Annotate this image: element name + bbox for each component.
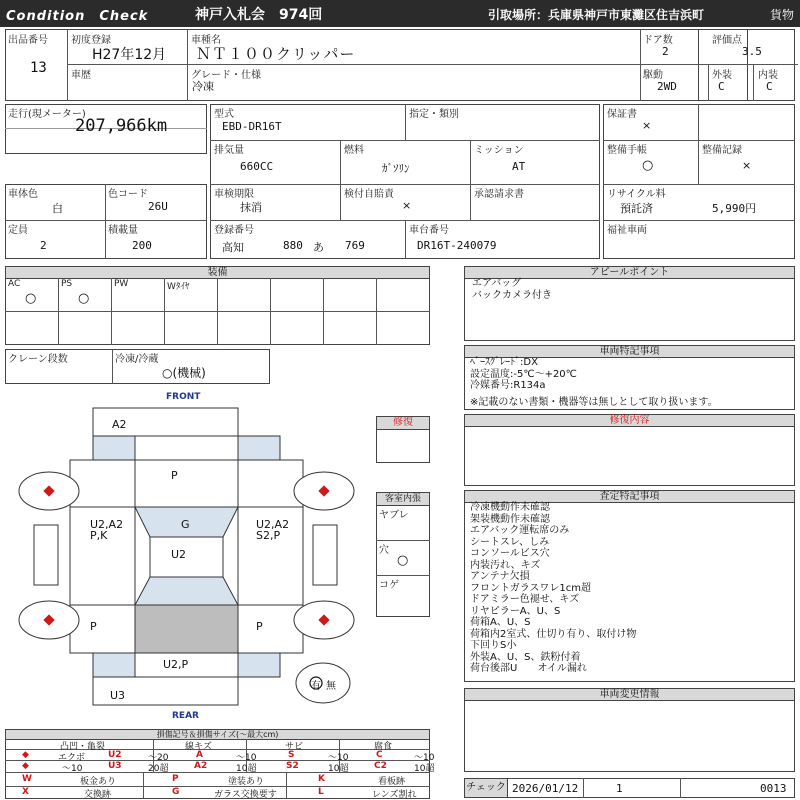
legend-r1-symbol: ◆ bbox=[22, 750, 29, 760]
inspection-value: 抹消 bbox=[240, 201, 262, 214]
diagram-right-rear: P bbox=[256, 620, 263, 633]
recycle-status: 預託済 bbox=[620, 202, 653, 215]
legend-r3-p: P bbox=[172, 774, 179, 784]
capacity-value: 2 bbox=[40, 239, 47, 252]
model-label: 車種名 bbox=[191, 35, 221, 46]
vehicle-category: 貨物 bbox=[769, 8, 794, 22]
legend-r4-l: L bbox=[318, 787, 324, 797]
exterior-value: C bbox=[718, 80, 725, 93]
vehicle-notes-header: 車両特記事項 bbox=[464, 345, 795, 358]
inspection-notes-text: 冷凍機動作未確認 架装機動作未確認 エアバック運転席のみ シートスレ、しみ コンソールビス穴 内装汚れ、キズ アンテナ欠損 フロントガラスワレ1cm超 ドアミラー色褪せ、キズ リヤピラーA、U、S 荷箱A、U、S 荷箱内2室式、仕切り有り、取付け物 下回りS小 外装A、U、S、鉄粉付着 荷台後部U オイル漏れ bbox=[470, 502, 637, 674]
legend-cat-dent: 凸凹・亀裂 bbox=[60, 742, 106, 752]
color-code-label: 色コード bbox=[108, 189, 148, 200]
legend-cat-corrosion: 腐食 bbox=[374, 742, 393, 752]
report-title: Condition Check bbox=[6, 9, 149, 24]
fuel-value: ｶﾞｿﾘﾝ bbox=[382, 162, 410, 175]
fuel-label: 燃料 bbox=[344, 145, 364, 156]
load-value: 200 bbox=[132, 239, 152, 252]
inspection-notes-header: 査定特記事項 bbox=[464, 490, 795, 503]
vehicle-notes-text: ﾍﾞｰｽｸﾞﾚｰﾄﾞ:DX 設定温度:-5℃～+20℃ 冷媒番号:R134a bbox=[470, 357, 577, 391]
change-info-panel bbox=[464, 700, 795, 772]
legend-r1-dent-small: エクボ bbox=[58, 753, 86, 763]
plate-number: 769 bbox=[345, 239, 365, 252]
cabin-hole-mark: ○ bbox=[397, 553, 409, 568]
legend-cat-rust: サビ bbox=[285, 742, 304, 752]
auction-name: 神戸入札会 974回 bbox=[195, 7, 323, 23]
repair-box-label: 修復 bbox=[376, 416, 430, 430]
front-label: FRONT bbox=[166, 392, 201, 402]
diagram-roof: G bbox=[181, 518, 190, 531]
records-label: 整備記録 bbox=[702, 145, 742, 156]
legend-r2-u3-size: 20超 bbox=[148, 764, 169, 774]
pickup-location: 引取場所：兵庫県神戸市東灘区住吉浜町 bbox=[488, 8, 705, 22]
displacement-value: 660CC bbox=[240, 160, 274, 173]
warranty-value: × bbox=[642, 119, 652, 132]
appeal-header: アピールポイント bbox=[464, 266, 795, 279]
cabin-header: 客室内張 bbox=[376, 492, 430, 506]
load-label: 積載量 bbox=[108, 225, 138, 236]
equip-ps-label: PS bbox=[61, 279, 73, 289]
interior-label: 内装 bbox=[758, 70, 778, 81]
legend-r1-c-size: ～10 bbox=[414, 753, 435, 763]
legend-r3-k-desc: 看板跡 bbox=[378, 777, 406, 787]
insurance-value: × bbox=[402, 199, 412, 212]
equip-ac-label: AC bbox=[8, 279, 21, 289]
diagram-bumper: U3 bbox=[110, 689, 126, 702]
diagram-bed: U2,P bbox=[163, 658, 189, 671]
spare-tire-none: 無 bbox=[326, 681, 336, 692]
legend-r4-x-desc: 交換跡 bbox=[84, 790, 112, 800]
body-color-label: 車体色 bbox=[8, 189, 38, 200]
mission-value: AT bbox=[512, 160, 526, 173]
legend-r3-p-desc: 塗装あり bbox=[228, 777, 265, 787]
mileage-label: 走行(現メーター) bbox=[8, 109, 86, 120]
plate-kana: あ bbox=[313, 241, 324, 254]
legend-r2-size: ～10 bbox=[62, 764, 83, 774]
rear-label: REAR bbox=[172, 711, 199, 721]
capacity-label: 定員 bbox=[8, 225, 28, 236]
legend-r4-g: G bbox=[172, 787, 180, 797]
legend-r2-s2: S2 bbox=[286, 761, 299, 771]
grade-label: グレード・仕様 bbox=[191, 70, 261, 81]
legend-cat-scratch: 線キズ bbox=[185, 742, 212, 752]
crane-label: クレーン段数 bbox=[8, 354, 68, 365]
legend-r3-w-desc: 板金あり bbox=[80, 777, 117, 787]
top-info-block bbox=[5, 29, 748, 101]
cabin-burn: コゲ bbox=[379, 580, 399, 591]
legend-r2-a2: A2 bbox=[194, 761, 208, 771]
displacement-label: 排気量 bbox=[214, 145, 244, 156]
diagram-right-door: U2,A2 S2,P bbox=[256, 518, 290, 542]
lot-value: 13 bbox=[30, 60, 47, 76]
lot-label: 出品番号 bbox=[8, 35, 48, 46]
freezer-label: 冷凍/冷蔵 bbox=[115, 354, 159, 365]
inspection-label: 車検期限 bbox=[214, 189, 254, 200]
type-label: 型式 bbox=[214, 109, 234, 120]
recycle-amount: 5,990円 bbox=[712, 202, 757, 215]
legend-r4-l-desc: レンズ割れ bbox=[372, 790, 417, 800]
welfare-label: 福祉車両 bbox=[607, 225, 647, 236]
model-value: ＮＴ１００クリッパー bbox=[196, 45, 356, 63]
color-code-value: 26U bbox=[148, 200, 168, 213]
legend-r2-s2-size: 10超 bbox=[328, 764, 349, 774]
drive-value: 2WD bbox=[657, 80, 677, 93]
legend-r1-s: S bbox=[288, 750, 295, 760]
doors-label: ドア数 bbox=[643, 35, 673, 46]
chassis-value: DR16T-240079 bbox=[417, 239, 497, 252]
legend-r3-k: K bbox=[318, 774, 325, 784]
legend-r1-u2-size: ～20 bbox=[148, 753, 169, 763]
freezer-value: ○(機械) bbox=[162, 366, 206, 380]
records-value: × bbox=[742, 159, 752, 172]
legend-r4-g-desc: ガラス交換要す bbox=[214, 790, 277, 800]
history-label: 車歴 bbox=[71, 70, 91, 81]
plate-label: 登録番号 bbox=[214, 225, 254, 236]
interior-value: C bbox=[766, 80, 773, 93]
legend-r2-c2: C2 bbox=[374, 761, 387, 771]
vehicle-notes-footnote: ※記載のない書類・機器等は無しとして取り扱います。 bbox=[470, 397, 718, 408]
diagram-a2: A2 bbox=[112, 418, 127, 431]
diagram-cab: U2 bbox=[171, 548, 187, 561]
legend-r1-c: C bbox=[376, 750, 383, 760]
recycle-label: リサイクル料 bbox=[607, 189, 666, 200]
check-label: チェック bbox=[464, 778, 508, 798]
maintenance-value: ○ bbox=[642, 158, 654, 173]
exterior-label: 外装 bbox=[712, 70, 732, 81]
doors-value: 2 bbox=[662, 45, 669, 58]
legend-header: 損傷記号＆損傷サイズ(～最大cm) bbox=[5, 729, 430, 740]
type-value: EBD-DR16T bbox=[222, 120, 282, 133]
legend-r4-x: X bbox=[22, 787, 29, 797]
change-info-header: 車両変更情報 bbox=[464, 688, 795, 701]
header-bar bbox=[0, 0, 800, 27]
legend-r2-symbol: ◆ bbox=[22, 761, 29, 771]
cabin-tear: ヤブレ bbox=[379, 510, 409, 521]
mission-label: ミッション bbox=[474, 145, 524, 156]
insurance-label: 検付自賠責 bbox=[344, 189, 394, 200]
vehicle-diagram bbox=[18, 405, 363, 710]
legend-r1-u2: U2 bbox=[108, 750, 122, 760]
grade-value: 冷凍 bbox=[192, 80, 214, 93]
check-page: 1 bbox=[616, 782, 623, 795]
equip-ps-mark: ○ bbox=[78, 291, 90, 306]
plate-region: 高知 bbox=[222, 241, 244, 254]
designation-label: 指定・類別 bbox=[409, 109, 459, 120]
diagram-hood: P bbox=[171, 469, 178, 482]
cabin-hole: 穴 bbox=[379, 545, 389, 556]
check-code: 0013 bbox=[760, 782, 787, 795]
legend-r2-a2-size: 10超 bbox=[236, 764, 257, 774]
repair-box bbox=[376, 429, 430, 463]
score-value: 3.5 bbox=[742, 45, 762, 58]
legend-r3-w: W bbox=[22, 774, 32, 784]
diagram-left-rear: P bbox=[90, 620, 97, 633]
repair-panel bbox=[464, 426, 795, 486]
legend-r2-c2-size: 10超 bbox=[414, 764, 435, 774]
legend-r1-a-size: ～10 bbox=[236, 753, 257, 763]
mileage-value: 207,966km bbox=[75, 116, 168, 136]
repair-header: 修復内容 bbox=[464, 414, 795, 427]
warranty-label: 保証書 bbox=[607, 109, 637, 120]
legend-r1-a: A bbox=[196, 750, 203, 760]
spare-tire-present: 有 bbox=[311, 681, 321, 692]
diagram-left-door: U2,A2 P,K bbox=[90, 518, 124, 542]
legend-r1-s-size: ～10 bbox=[328, 753, 349, 763]
equipment-header: 装備 bbox=[5, 266, 430, 279]
drive-label: 駆動 bbox=[643, 70, 663, 81]
maintenance-label: 整備手帳 bbox=[607, 145, 647, 156]
equip-pw-label: PW bbox=[114, 279, 129, 289]
body-color-value: 白 bbox=[52, 202, 63, 215]
equip-wtire-label: Wﾀｲﾔ bbox=[167, 282, 190, 292]
approval-label: 承認請求書 bbox=[474, 189, 524, 200]
check-date: 2026/01/12 bbox=[512, 782, 579, 795]
first-reg-value: H27年12月 bbox=[92, 47, 167, 63]
equip-ac-mark: ○ bbox=[25, 291, 37, 306]
first-reg-label: 初度登録 bbox=[71, 35, 111, 46]
chassis-label: 車台番号 bbox=[409, 225, 449, 236]
legend-r2-u3: U3 bbox=[108, 761, 122, 771]
appeal-text: エアバッグ バックカメラ付き bbox=[472, 278, 552, 301]
score-label: 評価点 bbox=[712, 35, 742, 46]
plate-class: 880 bbox=[283, 239, 303, 252]
